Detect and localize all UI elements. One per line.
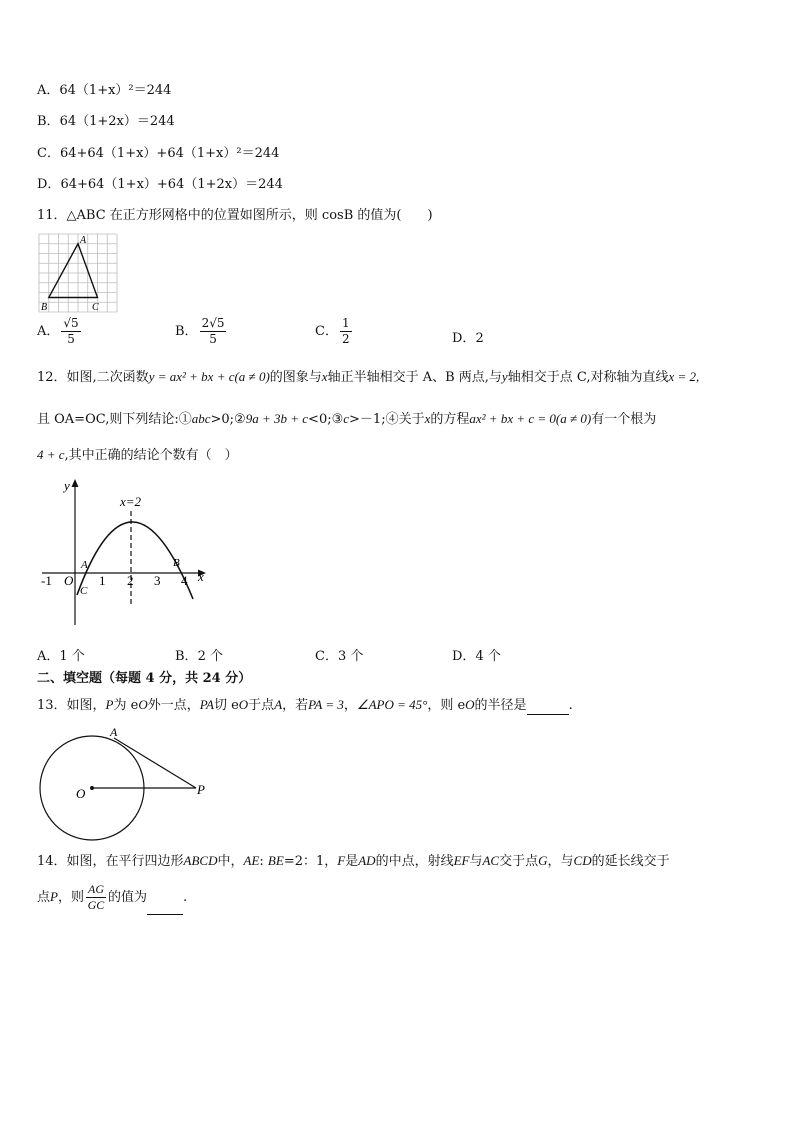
- text: ,其中正确的结论个数有（ ）: [64, 448, 238, 463]
- q10-option-b: [37, 113, 175, 131]
- option-letter: B．: [175, 324, 198, 339]
- q12-parabola-figure: [38, 477, 210, 627]
- text: :: [259, 854, 268, 869]
- numerator: 2√5: [201, 316, 225, 330]
- option-letter: C．: [315, 649, 338, 664]
- formula: PA = 3: [308, 697, 344, 712]
- y-axis-arrow: [72, 479, 79, 487]
- variable: O: [138, 697, 148, 712]
- option-letter: C．: [37, 146, 60, 161]
- text: 与: [469, 854, 483, 869]
- answer-blank: [147, 880, 183, 915]
- formula: 4 + c: [37, 447, 65, 462]
- tick-label-neg1: -1: [41, 573, 52, 588]
- text: 于点: [248, 698, 275, 713]
- q10-option-c: [37, 145, 279, 163]
- text: 是: [345, 854, 359, 869]
- q11-grid-figure: [38, 233, 118, 313]
- text: 12．如图,二次函数: [37, 370, 149, 385]
- q11-option-b: [175, 316, 228, 347]
- denominator: 5: [209, 332, 217, 346]
- text: 13．如图，: [37, 698, 106, 713]
- option-text: 2 个: [197, 649, 223, 664]
- text: 外一点，: [147, 698, 200, 713]
- point-label-b: B: [173, 557, 180, 569]
- text: ，: [343, 698, 357, 713]
- text: 轴正半轴相交于 A、B 两点,与: [327, 370, 502, 385]
- variable: BE: [267, 853, 284, 868]
- q11-stem: 11．△ABC 在正方形网格中的位置如图所示，则 cosB 的值为( ): [37, 208, 433, 223]
- q10-option-d: [37, 176, 283, 194]
- option-letter: B．: [175, 649, 198, 664]
- option-letter: D．: [37, 177, 61, 192]
- text: ，与: [547, 854, 574, 869]
- text: 14．如图，在平行四边形: [37, 854, 184, 869]
- tick-label-origin: O: [64, 573, 74, 588]
- denominator: 5: [67, 332, 75, 346]
- q10-option-a: [37, 82, 171, 100]
- variable: P: [105, 697, 114, 712]
- text: <0;③: [308, 412, 344, 427]
- tick-label-1: 1: [99, 573, 106, 588]
- formula: y = ax² + bx + c(a ≠ 0): [148, 369, 270, 384]
- text: 点: [37, 890, 51, 905]
- option-letter: C．: [315, 324, 338, 339]
- text: ，若: [282, 698, 309, 713]
- q12-option-b: [175, 645, 223, 664]
- label-p: P: [197, 782, 205, 797]
- option-text: 64（1+x）²＝244: [59, 83, 172, 98]
- denominator: 2: [341, 332, 350, 346]
- text: .: [183, 890, 188, 905]
- text: 交于点: [499, 854, 539, 869]
- label-a: A: [80, 235, 87, 246]
- text: ，则: [57, 890, 84, 905]
- option-text: 2: [475, 331, 484, 346]
- option-text: 4 个: [475, 649, 501, 664]
- option-text: 64+64（1+x）+64（1+2x）＝244: [60, 177, 283, 192]
- text: 的半径是: [474, 698, 527, 713]
- text: >－1;④关于: [349, 412, 425, 427]
- q12-option-d: [452, 645, 501, 664]
- text: 中，: [217, 854, 244, 869]
- q12-line-3: [37, 446, 238, 465]
- variable: O: [465, 697, 475, 712]
- variable: x: [424, 411, 431, 426]
- text: 的延长线交于: [591, 854, 670, 869]
- point-label-a: A: [81, 559, 88, 571]
- y-axis-label: y: [64, 478, 70, 493]
- section-title: 二、填空题（每题 4 分，共 24 分）: [37, 671, 252, 686]
- text: >0;②: [210, 412, 246, 427]
- variable: EF: [453, 853, 470, 868]
- symmetry-axis-label: x=2: [120, 494, 142, 509]
- fraction: [200, 316, 227, 347]
- text: .: [568, 698, 573, 713]
- triangle-abc: [49, 244, 98, 298]
- q12-line-1: [37, 368, 699, 387]
- q12-line-2: [37, 410, 656, 429]
- formula: ∠APO = 45°: [356, 697, 428, 712]
- q14-line-1: [37, 852, 670, 871]
- variable: PA: [199, 697, 214, 712]
- text: 为 e: [113, 698, 139, 713]
- formula: ax² + bx + c = 0(a ≠ 0): [469, 411, 592, 426]
- variable: A: [274, 697, 283, 712]
- variable: AC: [482, 853, 500, 868]
- text: 轴相交于点 C,对称轴为直线: [507, 370, 669, 385]
- text: 的图象与: [269, 370, 322, 385]
- formula: abc: [191, 411, 211, 426]
- q11-option-c: [315, 316, 354, 347]
- option-letter: B．: [37, 114, 60, 129]
- variable: x: [321, 369, 328, 384]
- q13-stem: [37, 696, 573, 715]
- tick-label-4: 4: [181, 573, 188, 588]
- text: 有一个根为: [591, 412, 657, 427]
- option-text: 1 个: [59, 649, 85, 664]
- point-label-c: C: [80, 585, 88, 597]
- center-dot: [90, 786, 94, 790]
- option-text: 64+64（1+x）+64（1+x）²＝244: [59, 146, 280, 161]
- q13-circle-figure: [36, 724, 212, 842]
- tangent-line: [114, 738, 196, 788]
- tick-label-2: 2: [127, 573, 134, 588]
- numerator: AG: [87, 882, 104, 896]
- label-a: A: [110, 725, 118, 739]
- variable: AE: [243, 853, 260, 868]
- q12-option-c: [315, 645, 363, 664]
- variable: c: [343, 411, 350, 426]
- option-letter: D．: [452, 649, 476, 664]
- fraction: [340, 316, 352, 347]
- text: 的值为: [107, 890, 147, 905]
- q14-line-2: [37, 880, 187, 915]
- variable: F: [337, 853, 346, 868]
- text: 的方程: [430, 412, 470, 427]
- text: =2：1，: [283, 854, 338, 869]
- denominator: GC: [87, 898, 105, 912]
- variable: CD: [573, 853, 592, 868]
- answer-blank: [527, 696, 569, 715]
- formula: 9a + 3b + c: [245, 411, 309, 426]
- text: 且 OA=OC,则下列结论:①: [37, 412, 192, 427]
- formula: x = 2,: [668, 369, 700, 384]
- numerator: √5: [63, 316, 79, 330]
- option-text: 3 个: [337, 649, 364, 664]
- tick-label-3: 3: [154, 573, 161, 588]
- option-text: 64（1+2x）＝244: [59, 114, 175, 129]
- variable: P: [50, 889, 58, 904]
- q11-option-d: [452, 327, 484, 346]
- x-axis-label: x: [198, 569, 204, 584]
- variable: y: [501, 369, 508, 384]
- text: 的中点，射线: [375, 854, 454, 869]
- text: ，则 e: [427, 698, 466, 713]
- option-letter: A．: [37, 324, 60, 339]
- variable: O: [238, 697, 249, 712]
- numerator: 1: [341, 316, 350, 330]
- label-b: B: [41, 302, 48, 313]
- variable: ABCD: [183, 853, 218, 868]
- option-letter: A．: [37, 83, 60, 98]
- variable: G: [538, 853, 548, 868]
- variable: AD: [358, 853, 376, 868]
- q12-option-a: [37, 645, 85, 664]
- fraction: [61, 316, 80, 347]
- text: 切 e: [213, 698, 239, 713]
- option-letter: D．: [452, 331, 476, 346]
- option-letter: A．: [37, 649, 60, 664]
- q11-option-a: [37, 316, 83, 347]
- label-c: C: [92, 302, 99, 313]
- label-o: O: [76, 786, 86, 801]
- fraction-ag-gc: [86, 882, 106, 913]
